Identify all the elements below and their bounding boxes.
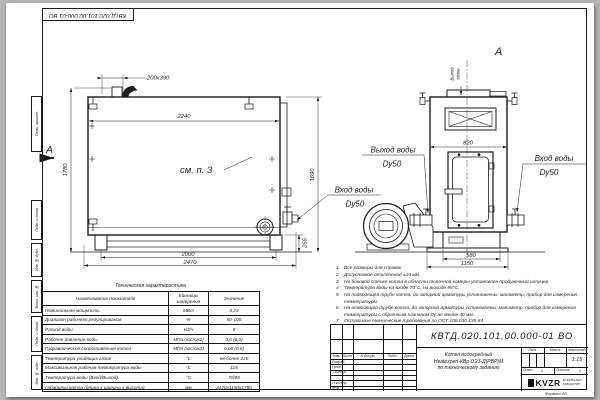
left-leg: [95, 235, 107, 250]
row-tcontr: Т.контр.: [332, 370, 347, 375]
scale-value: 1:15: [571, 357, 583, 363]
logo-subtitle: КОТЕЛЬНЫЙ ЗАВОД РЭП: [562, 377, 582, 386]
table-row: Рабочее давление воды МПа (кгс/см2) 0,6 (6,0): [43, 334, 260, 344]
door-handle: [445, 189, 462, 194]
top-left-nozzle: [89, 97, 97, 109]
blower-fan: [364, 203, 434, 250]
technical-notes: [336, 266, 588, 326]
margin-box-inv-dubl: Инв. № дубл.: [31, 243, 42, 277]
margin-box-inv-podl: Инв. № подл.: [31, 355, 42, 390]
water-inlet-right-dn: Dу50: [539, 168, 559, 177]
gas-outlet-label-1: Выход: [449, 67, 455, 81]
water-inlet-left-dn: Dу50: [345, 199, 365, 209]
view-a-title: А: [495, 46, 503, 58]
tech-table: [42, 291, 260, 392]
table-row: Габариты котла (длина х ширина х высота) мм 2470х1150х1780: [43, 382, 260, 392]
skid-beam: [107, 241, 270, 247]
title-block: [330, 324, 587, 390]
row-prov: Пров.: [332, 364, 342, 369]
logo-text: KVZR: [535, 377, 561, 388]
sheet-value: 1: [540, 369, 544, 373]
table-row: Гидравлическое сопротивление котла МПа (кгс/см2) 0,06 (0,6): [43, 344, 260, 354]
tech-characteristics: [42, 283, 259, 392]
rear-panel: [280, 103, 287, 227]
margin-box-vzam-inv: Взам. инв. №: [31, 280, 42, 313]
furnace-door: [445, 152, 494, 228]
chimney-stub: [112, 87, 122, 97]
note-item: 5 На подводящей трубе котла, до запорной арматуры установлены: манометр, прибор для измерения температуры: [336, 293, 578, 305]
hdr-lit: Лит.: [528, 348, 537, 352]
product-line-1: Котел водогрейный: [444, 352, 493, 358]
see-note-label: см. п. 3: [180, 165, 213, 176]
water-inlet-pipe: [507, 209, 524, 227]
margin-box-podp-data-1: Подп. и дата: [31, 200, 42, 240]
doc-number: КВТД.020.101.00.000-01 ВО: [430, 330, 574, 342]
anchor-marks: [89, 123, 275, 193]
top-hatch: [445, 108, 496, 130]
boiler-front-body: [430, 97, 507, 232]
base-plate: [427, 248, 508, 252]
product-line-2: Heatexpert-КВр-0,23-Д(РВР)М: [433, 358, 504, 365]
chimney-elbow: [122, 86, 137, 97]
water-outlet-label: Выход воды: [370, 145, 416, 155]
hdr-scale: Масштаб: [568, 348, 586, 352]
dim-base: 2000: [181, 251, 195, 258]
table-row: Температура воды (Вход/Выход) °С 70/95: [43, 373, 260, 383]
table-row: Температура уходящих газов °С не более 220: [43, 353, 260, 363]
row-razrab: Разраб.: [332, 359, 346, 364]
col-header-value: Значение: [209, 292, 260, 306]
logo-mark-icon: [528, 379, 534, 387]
corner-stamp-number: КВТД.020.101.00.000-01 ВО: [49, 11, 127, 18]
margin-box-perv-primen: Перв. примен.: [31, 96, 42, 152]
boiler-front-view: [297, 60, 586, 270]
margin-box-podp-data-2: Подп. и дата: [31, 316, 42, 352]
side-stub: [282, 188, 291, 196]
product-line-3: по техническому заданию: [437, 365, 500, 371]
dim-overall-length: 2470: [183, 259, 197, 266]
hdr-list: Лист: [342, 354, 353, 358]
sheets-value: 2: [578, 369, 582, 373]
corner-stamp: [42, 8, 134, 21]
top-right-nozzle: [245, 97, 253, 109]
tech-table-title: Техническая характеристика: [115, 283, 186, 289]
row-ncontr: Н.контр.: [332, 380, 348, 385]
table-row: Номинальная мощность МВт 0,23: [43, 306, 260, 316]
front-base: [443, 232, 500, 248]
inlet-valve: [283, 207, 298, 224]
dim-chimney: 200х390: [147, 75, 170, 82]
table-row: Расход воды м3/ч 8: [43, 325, 260, 335]
note-item: 2 Допустимое отклонение ±10 мм.: [336, 272, 421, 278]
dim-front-top: 820: [463, 140, 473, 147]
sheets-label: Листов: [556, 368, 570, 372]
dim-height-right: 1690: [310, 168, 316, 182]
gas-outlet-label-2: газов: [455, 68, 461, 80]
hdr-podp: Подп.: [387, 354, 398, 358]
table-row: Максимальная рабочая температура воды °С 115: [43, 363, 260, 373]
top-plate: [447, 90, 490, 97]
row-utv: Утв.: [332, 386, 341, 391]
water-outlet-dn: Dу50: [382, 159, 402, 169]
dim-top-width: 2240: [177, 114, 191, 120]
dim-ground-clearance: 255: [302, 238, 309, 248]
manufacturer-logo: [521, 374, 588, 391]
hdr-docum: N докум.: [360, 354, 376, 358]
col-header-unit: Единицы измерения: [169, 292, 209, 306]
sheet-label: Лист: [523, 368, 533, 372]
front-left-valve: [420, 93, 431, 105]
note-item: 3 На боковой стенке котла в области топочной камеры установлен продувочный штуцер.: [336, 279, 550, 285]
dim-front-base: 580: [466, 253, 476, 259]
front-right-valve: [507, 93, 518, 105]
hdr-izm: Изм.: [332, 354, 341, 358]
water-inlet-left-label: Вход воды: [334, 185, 374, 195]
note-item: 1 Все размеры для справок: [336, 266, 402, 271]
table-row: Диапазон рабочего регулирования % 50-100: [43, 315, 260, 325]
note-item: 6 На отводящей трубе котла, до запорной арматуры установлены: манометр, прибор для измерения температуры с обратным клапаном Dу не менее 40 мм.: [336, 306, 576, 318]
hdr-massa: Масса: [549, 348, 561, 352]
tech-table-header: [43, 292, 260, 306]
right-leg: [270, 235, 282, 250]
col-header-name: Наименование показателя: [43, 292, 169, 306]
dim-height-left: 1780: [63, 163, 69, 177]
top-stub: [490, 92, 506, 97]
bottom-left-nozzle: [89, 219, 97, 231]
format-note: Формат А3: [545, 391, 567, 396]
note-item: 4 Температура воды на входе 70°С, на выходе 95°С.: [336, 286, 460, 292]
dim-front-overall: 1150: [460, 261, 474, 267]
product-title: [416, 347, 521, 391]
note-item: 7 Остальные технические требования по ОСТ 108.030.135-84: [336, 319, 484, 325]
water-inlet-right-label: Вход воды: [534, 154, 574, 163]
hdr-data: Дата: [404, 354, 414, 358]
side-dim-labels: [45, 76, 316, 266]
section-a-label: А: [46, 144, 54, 156]
